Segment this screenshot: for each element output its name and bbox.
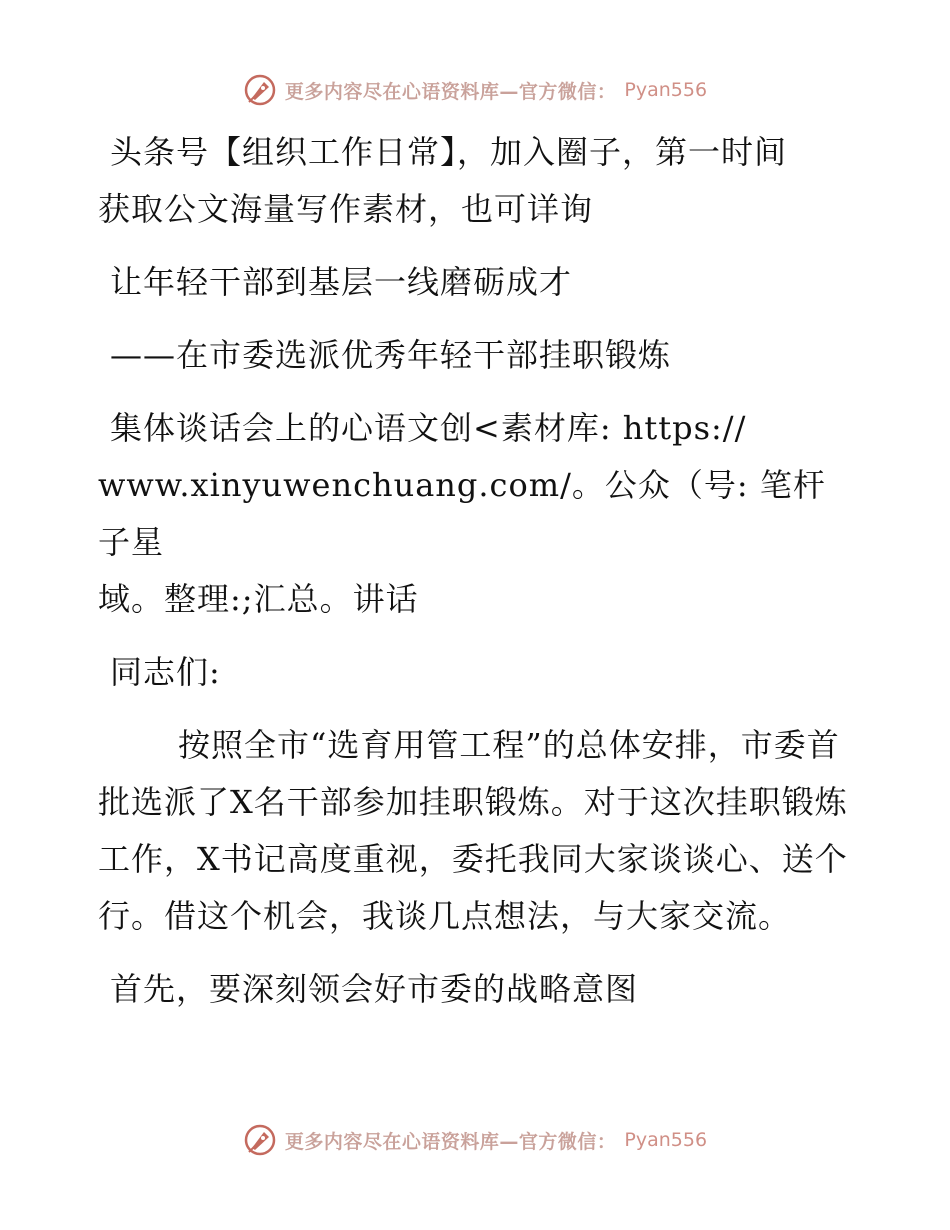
source-line-1: 集体谈话会上的心语文创<素材库: https:// — [110, 409, 747, 447]
pen-nib-logo-icon — [243, 1123, 277, 1157]
source-line-2: www.xinyuwenchuang.com/。公众（号: 笔杆子星 — [98, 466, 826, 561]
promo-line-2: 获取公文海量写作素材，也可详询 — [98, 190, 594, 228]
document-body — [98, 124, 858, 1018]
pen-nib-logo-icon — [243, 73, 277, 107]
promo-line-1: 头条号【组织工作日常】，加入圈子，第一时间 — [110, 133, 788, 171]
speech-subtitle: ——在市委选派优秀年轻干部挂职锻炼 — [110, 336, 672, 374]
watermark-contact: Pyan556 — [624, 1129, 708, 1151]
paragraph-1: 按照全市“选育用管工程”的总体安排，市委首批选派了X名干部参加挂职锻炼。对于这次挂职锻炼工作，X书记高度重视，委托我同大家谈谈心、送个行。借这个机会，我谈几点想法，与大家交流。 — [98, 726, 848, 935]
watermark-contact: Pyan556 — [624, 79, 708, 101]
watermark-text: 更多内容尽在心语资料库—官方微信： — [284, 1130, 617, 1153]
watermark-text: 更多内容尽在心语资料库—官方微信： — [284, 80, 617, 103]
speech-title: 让年轻干部到基层一线磨砺成才 — [110, 263, 573, 301]
footer-watermark-banner — [0, 1120, 950, 1160]
greeting: 同志们: — [110, 653, 221, 691]
section-heading-1: 首先，要深刻领会好市委的战略意图 — [110, 970, 639, 1008]
source-line-3: 域。整理:;汇总。讲话 — [98, 580, 419, 618]
header-watermark-banner — [0, 70, 950, 110]
